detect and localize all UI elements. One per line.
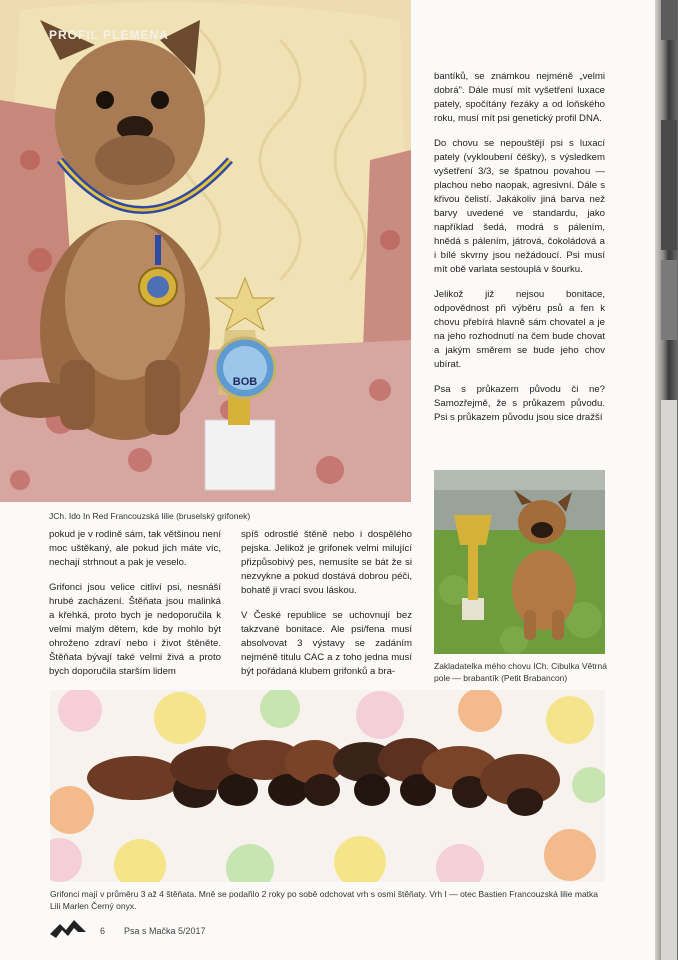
page-number: 6 <box>100 926 106 936</box>
right-paragraph-3: Jelikož již nejsou bonitace, odpovědnost při výběru psů a fen k chovu přebírá hlavně sám chovatel a je na jeho rozhodnutí na čem bude chovat a jakým směrem se bude jeho chov ubírat. <box>434 289 605 370</box>
magazine-issue: Psa s Mačka 5/2017 <box>124 926 206 936</box>
brabancon-caption: Zakladatelka mého chovu ICh. Cibulka Větrná pole — brabantík (Petit Brabancon) <box>434 661 607 683</box>
middle-paragraph-1: spíš odrostlé štěně nebo i dospělého pejska. Jelikož je grifonek velmi milující přizpůsobivý pes, nemusíte se bát že si nezvykne a pokud dostává dobrou péči, bohatě ji vrací svou láskou. <box>241 529 412 596</box>
main-photo-caption: JCh. Ido In Red Francouzská lilie (bruselský grifonek) <box>49 511 251 521</box>
puppies-litter-image <box>50 690 605 882</box>
right-column <box>434 70 605 436</box>
griffon-with-trophy-image <box>0 0 411 502</box>
left-paragraph-1: pokud je v rodině sám, tak většinou není moc uštěkaný, ale pokud jich máte víc, nechají strhnout a pak je veselo. <box>49 529 221 568</box>
brabancon-photo <box>434 470 605 654</box>
puppies-photo <box>50 690 605 882</box>
left-paragraph-2: Grifonci jsou velice citliví psi, nesnáší hrubé zacházení. Štěňata jsou malinká a křehká, proto bych je nedoporučila k velmi malým dětem, kde by mohlo být ohroženo zdraví nebo i život štěněte. Štěňata bývají také velmi živá a proto bych doporučila starším lidem <box>49 582 221 677</box>
section-label: PROFIL PLEMENA <box>49 28 169 42</box>
puppies-caption: Grifonci mají v průměru 3 až 4 štěňata. Mně se podařilo 2 roky po sobě odchovat vrh s osmi štěňaty. Vrh I — otec Bastien Francouzská lilie matka Lili Marlen Černý onyx. <box>50 889 599 911</box>
right-paragraph-2: Do chovu se nepouštějí psi s luxací pately (vykloubení čéšky), s výsledkem vyšetření 3/3, se špatnou povahou — plachou nebo naopak, agresivní. Dále s křivou čelistí. Jakákoliv jiná barva než barvy uvedené ve standardu, jako například šedá, modrá s pálením, hnědá s pálením, játrová, čokoládová a i bílé skvrny jsou nežádoucí. Psi musí mít obě varlata sestouplá v šourku. <box>434 138 605 275</box>
middle-paragraph-2: V České republice se uchovnují bez takzvané bonitace. Ale psi/fena musí absolvovat 3 výstavy se zadáním nejméně titulu CAC a z toho jedna musí být pořádaná klubem grifonků a bra- <box>241 610 412 677</box>
left-column <box>49 528 221 690</box>
magazine-logo-icon <box>48 918 88 945</box>
brabancon-with-trophy-image <box>434 470 605 654</box>
right-paragraph-4: Psa s průkazem původu či ne? Samozřejmě, že s průkazem původu. Psi s průkazem původu jsou sice dražší <box>434 384 605 423</box>
middle-column <box>241 528 412 690</box>
right-paragraph-1: bantíků, se známkou nejméně „velmi dobrá". Dále musí mít vyšetření luxace pately, spočítány řezáky a od loňského roku, musí mít psi genetický profil DNA. <box>434 71 605 124</box>
trophy-label: BOB <box>232 376 258 388</box>
main-photo <box>0 0 411 502</box>
page-binding-edge <box>655 0 678 960</box>
